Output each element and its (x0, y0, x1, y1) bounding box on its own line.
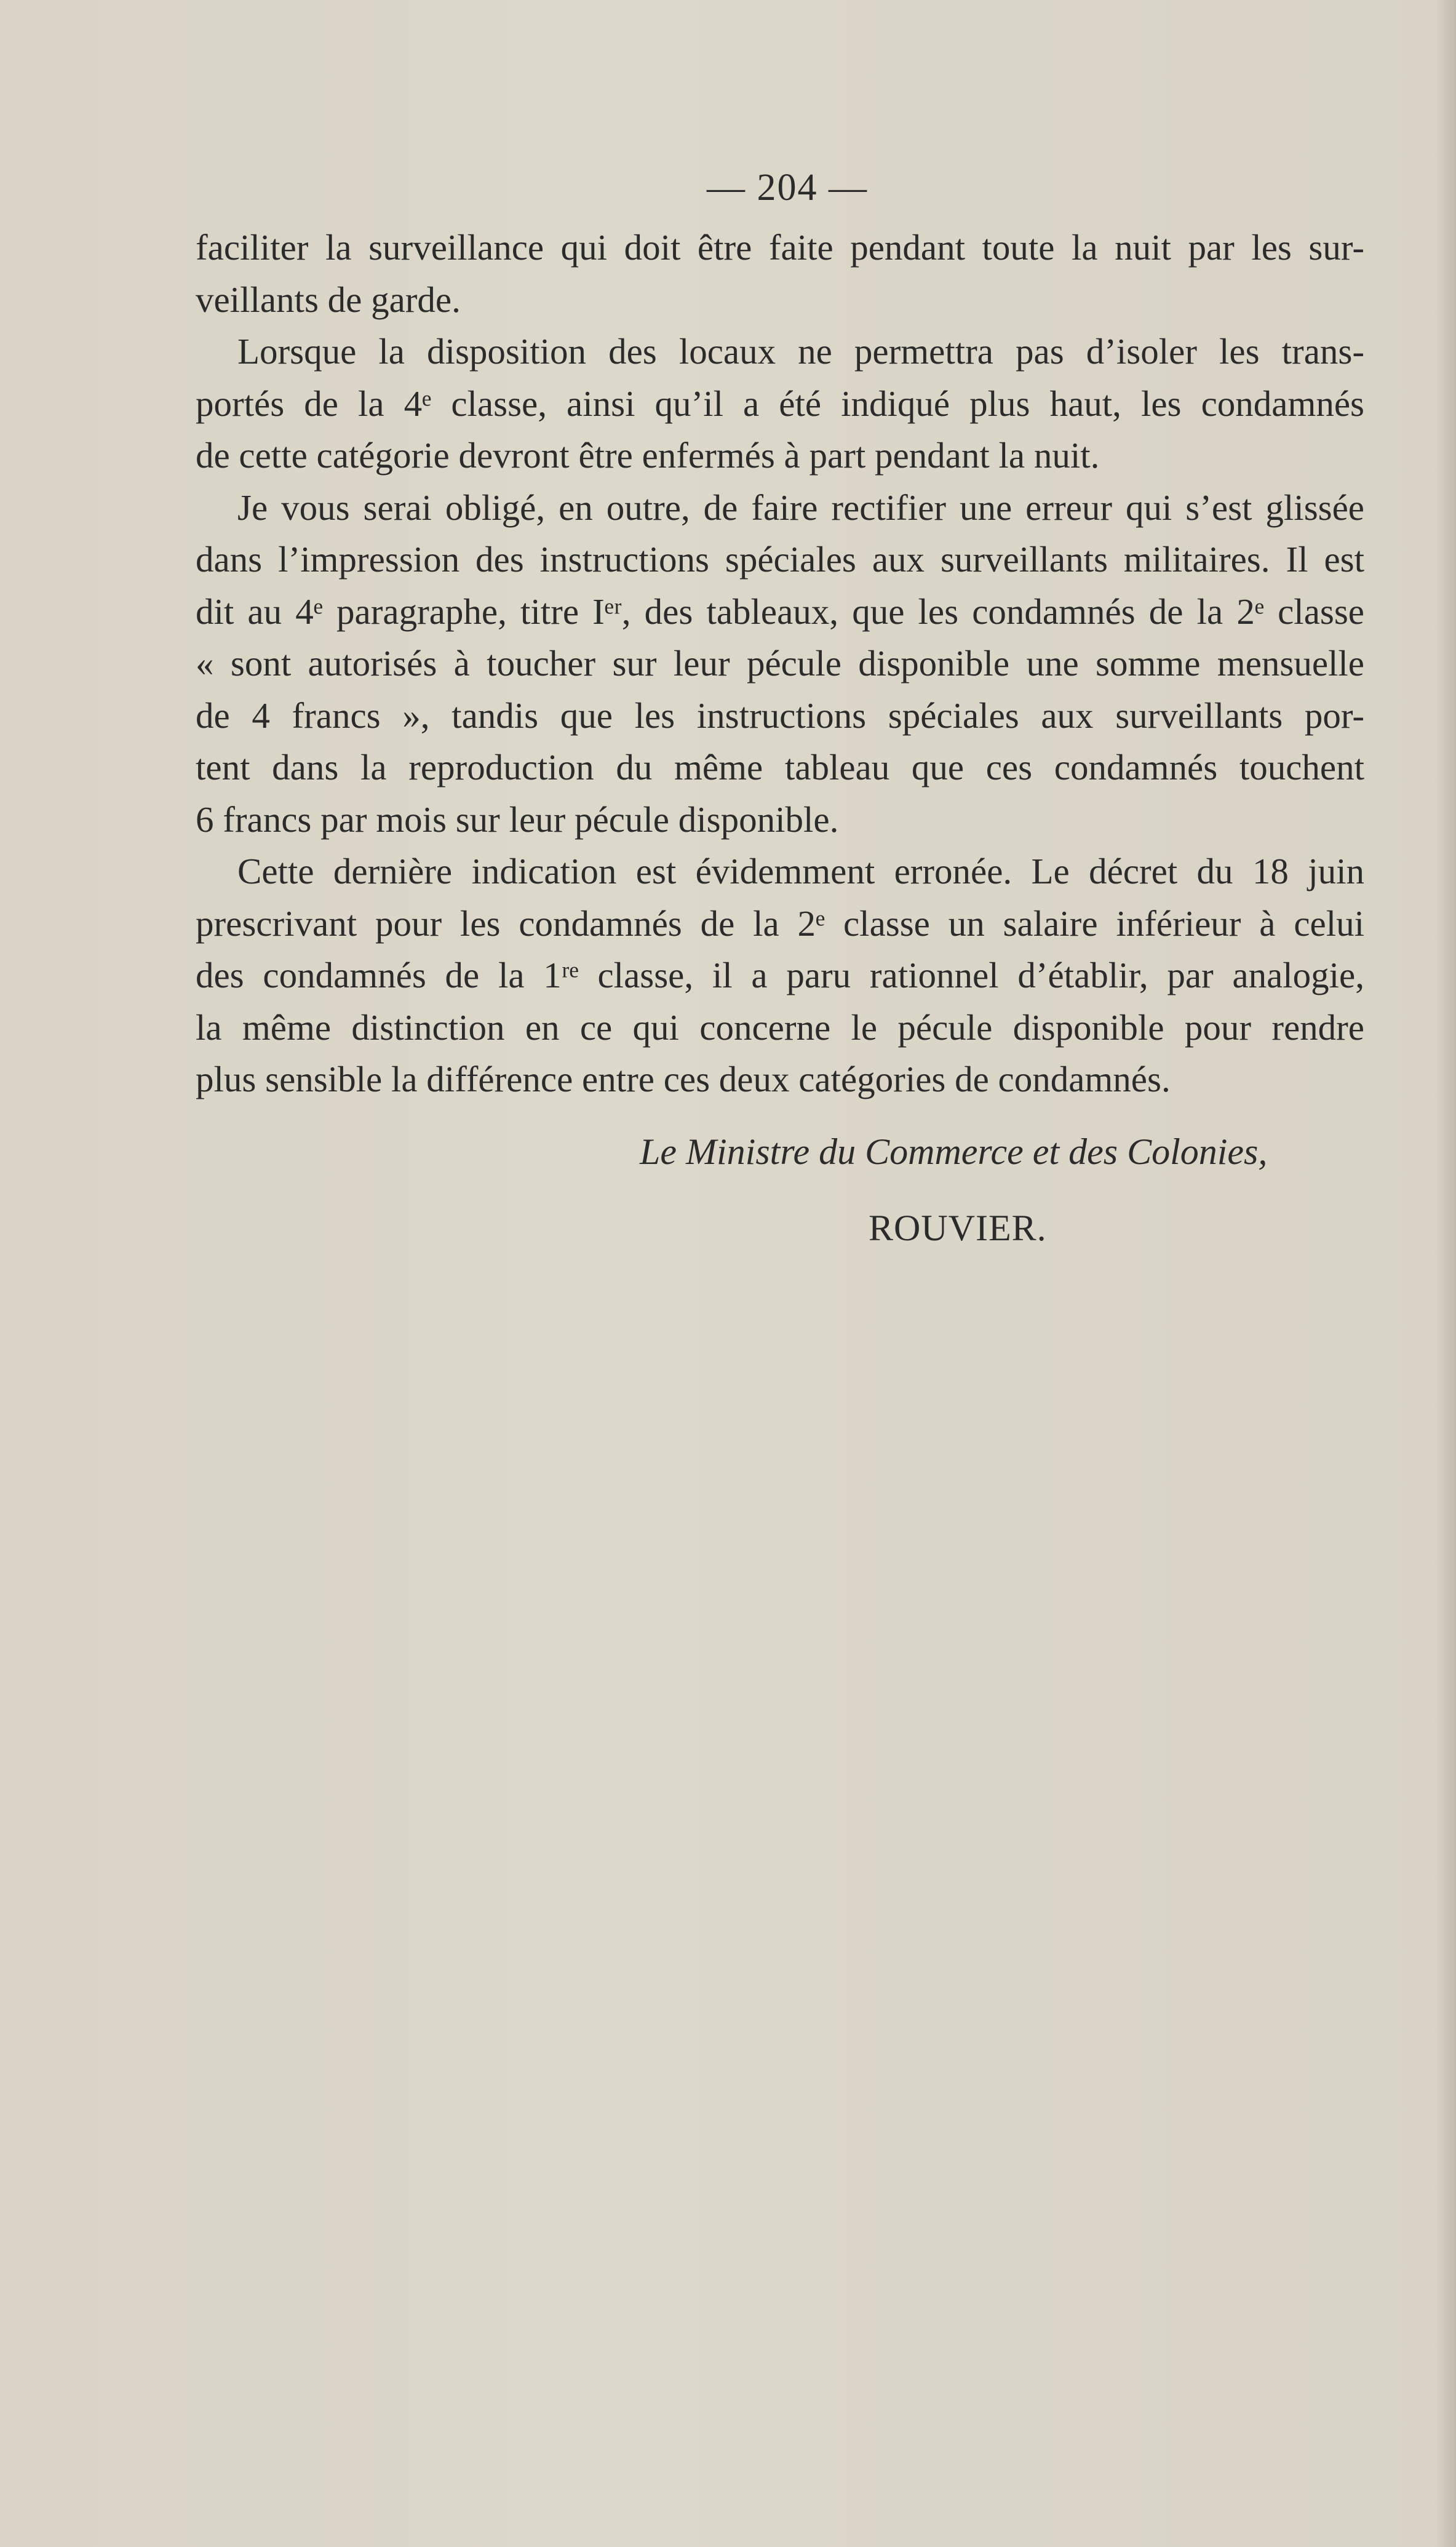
page-edge-shadow (1435, 0, 1456, 2547)
text-line: de cette catégorie devront être enfermés à part pendant la nuit. (196, 435, 1100, 476)
text-line: prescrivant pour les condamnés de la 2ᵉ classe un salaire inférieur à celui (196, 903, 1364, 944)
signature-title: Le Ministre du Commerce et des Colonies, (640, 1131, 1268, 1172)
text-line: tent dans la reproduction du même tableau que ces condamnés touchent (196, 747, 1364, 787)
text-line: portés de la 4ᵉ classe, ainsi qu’il a été indiqué plus haut, les condamnés (196, 383, 1364, 424)
text-line: Cette dernière indication est évidemment erronée. Le décret du 18 juin (237, 851, 1364, 891)
text-line: faciliter la surveillance qui doit être faite pendant toute la nuit par les sur- (196, 227, 1364, 268)
text-line: veillants de garde. (196, 279, 461, 320)
text-line: Je vous serai obligé, en outre, de faire rectifier une erreur qui s’est glissée (237, 487, 1364, 528)
text-line: « sont autorisés à toucher sur leur pécule disponible une somme mensuelle (196, 643, 1364, 684)
text-line: de 4 francs », tandis que les instructions spéciales aux surveillants por- (196, 695, 1364, 736)
body-text (196, 221, 1364, 1106)
signer-name: ROUVIER. (869, 1208, 1047, 1248)
text-line: plus sensible la différence entre ces deux catégories de condamnés. (196, 1059, 1171, 1099)
page-number: — 204 — (707, 167, 868, 209)
text-line: dit au 4ᵉ paragraphe, titre Iᵉʳ, des tableaux, que les condamnés de la 2ᵉ classe (196, 591, 1364, 632)
text-line: 6 francs par mois sur leur pécule disponible. (196, 799, 839, 840)
text-line: Lorsque la disposition des locaux ne permettra pas d’isoler les trans- (237, 331, 1364, 372)
text-line: des condamnés de la 1ʳᵉ classe, il a paru rationnel d’établir, par analogie, (196, 955, 1364, 995)
text-line: dans l’impression des instructions spéciales aux surveillants militaires. Il est (196, 539, 1364, 580)
text-line: la même distinction en ce qui concerne le pécule disponible pour rendre (196, 1006, 1364, 1048)
